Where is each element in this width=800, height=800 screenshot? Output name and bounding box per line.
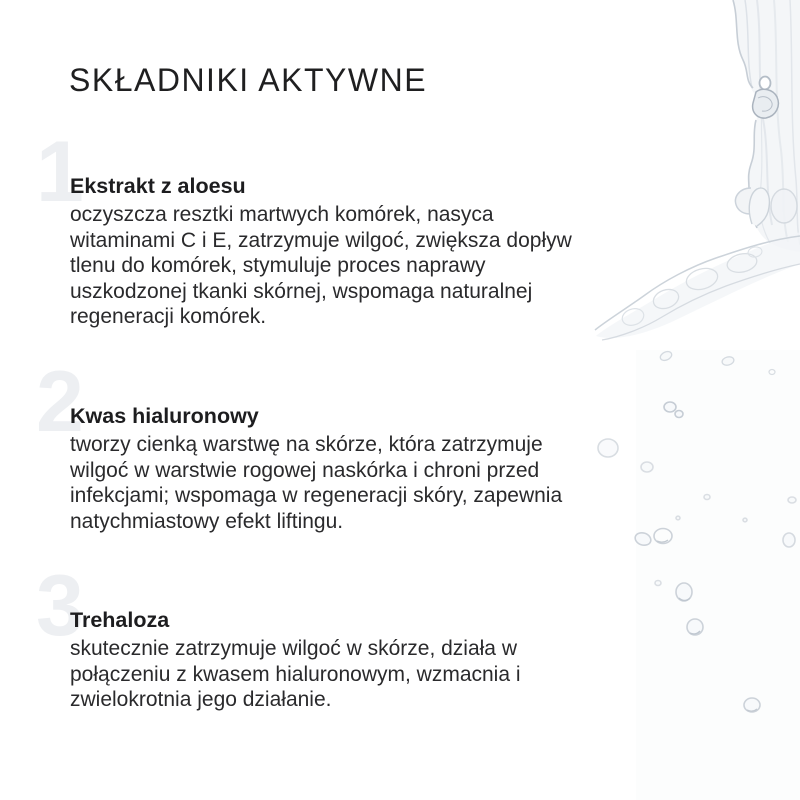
ingredient-heading: Kwas hialuronowy <box>70 404 259 428</box>
water-splash-arm-graphic <box>595 188 800 374</box>
section-number-watermark: 2 <box>36 354 84 450</box>
ingredient-heading: Ekstrakt z aloesu <box>70 174 246 198</box>
water-stream-graphic <box>733 0 800 252</box>
water-droplets-graphic <box>598 402 796 712</box>
page-title: SKŁADNIKI AKTYWNE <box>69 62 428 98</box>
section-number-watermark: 1 <box>36 124 84 220</box>
ingredient-description: skutecznie zatrzymuje wilgoć w skórze, działa w połączeniu z kwasem hialuronowym, wzmacnia i zwielokrotnia jego działanie. <box>70 637 521 711</box>
ingredient-section-aloe <box>36 124 572 330</box>
section-number-watermark: 3 <box>36 558 84 654</box>
ingredient-description: oczyszcza resztki martwych komórek, nasyca witaminami C i E, zatrzymuje wilgoć, zwiększa dopływ tlenu do komórek, stymuluje proces naprawy uszkodzonej tkanki skórnej, wspomaga naturalnej regeneracji komórek. <box>70 203 572 328</box>
ingredient-description: tworzy cienką warstwę na skórze, która zatrzymuje wilgoć w warstwie rogowej naskórka i chroni przed infekcjami; wspomaga w regeneracji skóry, zapewnia natychmiastowy efekt liftingu. <box>70 433 563 533</box>
water-photo-tint <box>636 350 800 800</box>
ingredient-section-trehalose <box>36 558 572 713</box>
ingredient-section-hyaluronic-acid <box>36 354 572 534</box>
ingredient-heading: Trehaloza <box>70 608 170 632</box>
